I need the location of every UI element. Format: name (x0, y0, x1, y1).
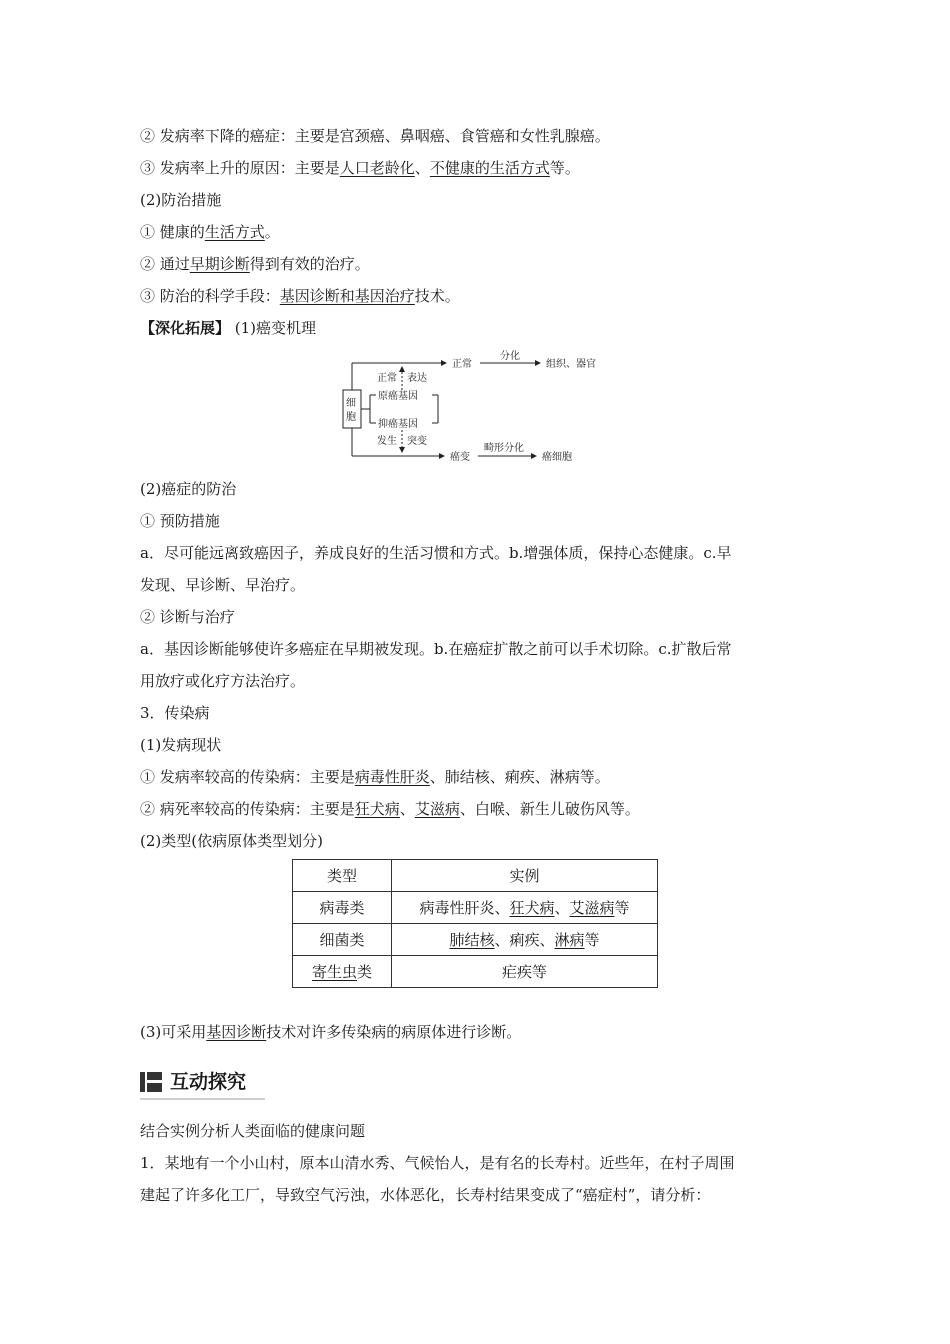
heading-infectious-disease: 3．传染病 (140, 704, 210, 722)
mutation-label: 突变 (407, 436, 427, 447)
paragraph-diagnosis-2: 用放疗或化疗方法治疗。 (140, 672, 306, 690)
cancer-mechanism-diagram (340, 350, 596, 470)
section-title: 互动探究 (170, 1071, 247, 1093)
heading-cancer-prevention: (2)癌症的防治 (140, 480, 237, 498)
heading-current-status: (1)发病现状 (140, 736, 222, 754)
heading-preventive-measures: ① 预防措施 (140, 512, 220, 530)
disease-type-table (292, 859, 658, 988)
paragraph-question-1: 1．某地有一个小山村，原本山清水秀、气候怡人，是有名的长寿村。近些年，在村子周围 (140, 1154, 735, 1172)
table-cell: 肺结核、痢疾、淋病等 (392, 924, 658, 956)
table-row (293, 892, 658, 924)
express-label: 表达 (407, 373, 427, 384)
table-cell: 病毒性肝炎、狂犬病、艾滋病等 (392, 892, 658, 924)
table-header-cell: 实例 (392, 860, 658, 892)
tissue-organ-label: 组织、器官 (546, 359, 596, 370)
paragraph-preventive-2: 发现、早诊断、早治疗。 (140, 576, 306, 594)
table-cell: 寄生虫类 (293, 956, 392, 988)
line-scientific-means: ③ 防治的科学手段：基因诊断和基因治疗技术。 (140, 287, 460, 305)
table-cell: 病毒类 (293, 892, 392, 924)
section-bars-icon (140, 1072, 162, 1092)
proto-oncogene-label: 原癌基因 (378, 391, 418, 402)
heading-diagnosis-treatment: ② 诊断与治疗 (140, 608, 235, 626)
line-high-fatality: ② 病死率较高的传染病：主要是狂犬病、艾滋病、白喉、新生儿破伤风等。 (140, 800, 640, 818)
differentiation-label: 分化 (500, 351, 520, 362)
line-deep-extension: 【深化拓展】 (1)癌变机理 (140, 319, 317, 337)
underlined-term: 狂犬病 (354, 800, 400, 818)
section-header (140, 1068, 265, 1100)
underlined-term: 基因诊断 (206, 1023, 267, 1041)
table-cell: 疟疾等 (392, 956, 658, 988)
line-cancer-decline: ② 发病率下降的癌症：主要是宫颈癌、鼻咽癌、食管癌和女性乳腺癌。 (140, 127, 610, 145)
extension-label: 【深化拓展】 (140, 319, 231, 337)
heading-types: (2)类型(依病原体类型划分) (140, 832, 323, 850)
cancerous-label: 癌变 (450, 452, 470, 463)
table-cell: 细菌类 (293, 924, 392, 956)
cell-label-2: 胞 (346, 412, 356, 423)
underlined-term: 早期诊断 (189, 255, 250, 273)
underlined-term: 不健康的生活方式 (429, 159, 550, 177)
line-healthy-life: ① 健康的生活方式。 (140, 223, 280, 241)
underlined-term: 基因诊断和基因治疗 (279, 287, 415, 305)
underlined-term: 人口老龄化 (339, 159, 415, 177)
line-gene-diagnosis: (3)可采用基因诊断技术对许多传染病的病原体进行诊断。 (140, 1023, 522, 1041)
normal-label: 正常 (452, 359, 472, 370)
table-header-cell: 类型 (293, 860, 392, 892)
table-row (293, 924, 658, 956)
underlined-term: 生活方式 (204, 223, 265, 241)
table-row (293, 956, 658, 988)
underlined-term: 艾滋病 (414, 800, 460, 818)
paragraph-preventive-1: a．尽可能远离致癌因子，养成良好的生活习惯和方式。b.增强体质，保持心态健康。c.早 (140, 544, 732, 562)
cancer-cell-label: 癌细胞 (542, 452, 572, 463)
paragraph-question-2: 建起了许多化工厂，导致空气污浊，水体恶化，长寿村结果变成了“癌症村”，请分析： (140, 1186, 711, 1204)
line-high-incidence: ① 发病率较高的传染病：主要是病毒性肝炎、肺结核、痢疾、淋病等。 (140, 768, 610, 786)
paragraph-diagnosis-1: a．基因诊断能够使许多癌症在早期被发现。b.在癌症扩散之前可以手术切除。c.扩散后常 (140, 640, 732, 658)
heading-prevention: (2)防治措施 (140, 191, 222, 209)
occur-label: 发生 (377, 436, 397, 447)
underlined-term: 病毒性肝炎 (354, 768, 430, 786)
line-cancer-rise-reason: ③ 发病率上升的原因：主要是人口老龄化、不健康的生活方式等。 (140, 159, 580, 177)
table-row (293, 860, 658, 892)
cell-label-1: 细 (346, 398, 356, 409)
tumor-suppressor-label: 抑癌基因 (378, 419, 418, 430)
line-early-diagnosis: ② 通过早期诊断得到有效的治疗。 (140, 255, 370, 273)
abnormal-diff-label: 畸形分化 (484, 443, 524, 454)
line-analysis-intro: 结合实例分析人类面临的健康问题 (140, 1122, 366, 1140)
normal-small-label: 正常 (377, 373, 397, 384)
